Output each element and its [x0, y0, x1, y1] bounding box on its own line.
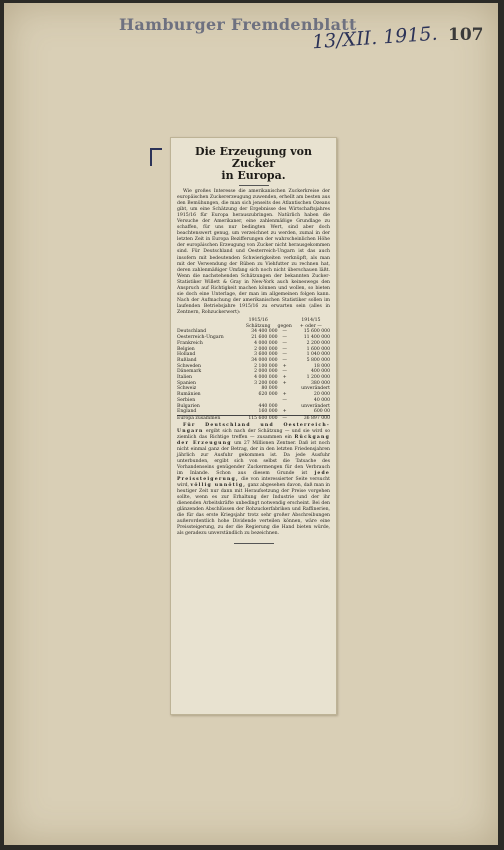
cell-total-value: 115 600 000 — [239, 415, 278, 421]
conclusion-text-1: ergibt sich nach der Schätzung — und sie wird so ziemlich das Richtige treffen — zusammen ein — [177, 428, 330, 440]
cell-value: 80 000 — [261, 386, 278, 392]
cell-country: Rumänien — [177, 392, 201, 398]
cell-value: 2 000 000 — [254, 369, 278, 375]
cell-change: 1 200 000 — [306, 375, 330, 381]
cell-country: England — [177, 409, 197, 415]
cell-sign: — — [282, 346, 287, 352]
cell-country: Bulgarien — [177, 403, 200, 409]
cell-sign: — — [282, 357, 287, 363]
col-year-new: 1915/16 — [248, 317, 268, 323]
article-title — [177, 146, 330, 182]
cell-country: Schweden — [177, 363, 201, 369]
handwritten-date: 13/XII. 1915. — [311, 22, 439, 54]
cell-total-sign: — — [278, 415, 292, 421]
cell-country: Deutschland — [177, 329, 207, 335]
cell-change: unverändert — [301, 403, 330, 409]
cell-change: 1 600 000 — [306, 346, 330, 352]
cell-change: 11 400 000 — [303, 335, 330, 341]
newspaper-source: Hamburger Fremdenblatt — [119, 15, 357, 34]
cell-sign: — — [282, 340, 287, 346]
page-number: 107 — [448, 25, 484, 45]
cell-country: Italien — [177, 375, 193, 381]
cell-sign: — — [282, 335, 287, 341]
cell-value: 3 200 000 — [254, 380, 278, 386]
cell-sign: + — [282, 375, 287, 381]
cell-country: Oesterreich-Ungarn — [177, 335, 224, 341]
cell-change: 18 000 — [313, 363, 330, 369]
cell-change: 1 040 000 — [306, 352, 330, 358]
emphasis-price-increase: jede Preissteigerung, — [177, 471, 331, 483]
cell-change: 40 000 — [313, 397, 330, 403]
conclusion-text-3: die von interessierter Seite versucht wird, — [177, 477, 330, 489]
col-estimate: Schätzung — [245, 323, 271, 329]
cell-country: Serbien — [177, 397, 196, 403]
cell-change: 20 000 — [313, 392, 330, 398]
article-intro-paragraph: Wie großes Interesse die amerikanischen Zuckerkreise der europäischen Zuckererzeugung zuwenden, erhellt am besten aus den Bemühungen, die man sich jenseits des Atlantischen Ozeans gibt, um eine Schätzung der Ergebnisse des Wirtschaftsjahres 1915/16 für Europa herauszubringen. Natürlich haben die Versuche der Amerikaner, eine zahlenmäßige Grundlage zu schaffen, für uns nur bedingten Wert, sind aber doch beachtenswert genug, um verzeichnet zu werden, zumal in der letzten Zeit in Europa Bezifferungen der wahrscheinlichen Höhe der europäischen Erzeugung von Zucker nicht herausgekommen sind. Für Deutschland und Oesterreich-Ungarn ist das auch insofern mit bedeutenden Schwierigkeiten verknüpft, als man mit der Verwendung der Rüben zu Viehfutter zu rechnen hat, deren zahlenmäßiger Umfang sich noch nicht überschauen läßt. Wenn die nachstehenden Schätzungen der bekannten Zucker-Statistiker Willett & Gray in New-York auch keineswegs den Anspruch auf Richtigkeit machen können und wollen, so bieten sie doch eine Unterlage, der man im allgemeinen folgen kann. Nach der Aufmachung der amerikanischen Statistiker sollen im laufenden Betriebsjahre 1915/16 zu erwarten sein (alles in Zentnern, Rohzuckerwert): — [177, 189, 330, 315]
emphasis-unnecessary: völlig unnötig, — [190, 483, 247, 489]
cell-sign: — — [282, 352, 287, 358]
title-divider — [239, 185, 269, 186]
cell-change: 400 000 — [311, 369, 330, 375]
emphasis-decline: Rückgang der Erzeugung — [177, 434, 330, 446]
col-change: + oder — — [299, 323, 322, 329]
cell-total-change: 36 897 000 — [292, 415, 330, 421]
cell-total-label: Europa zusammen — [177, 415, 239, 421]
table-row — [177, 335, 330, 341]
table-row — [177, 341, 330, 347]
cell-change: unverändert — [301, 386, 330, 392]
article-title-line1: Die Erzeugung von Zucker — [195, 145, 312, 170]
cell-change: 5 800 000 — [306, 357, 330, 363]
cell-change: 2 200 000 — [306, 340, 330, 346]
emphasis-countries: Für Deutschland und Oesterreich-Ungarn — [177, 422, 330, 434]
cell-country: Dänemark — [177, 369, 202, 375]
cell-country: Belgien — [177, 346, 195, 352]
conclusion-text-2: um 27 Millionen Zentner. Daß ist noch nicht einmal ganz der Betrag, der in den letzten Friedensjahren jährlich zur Ausfuhr gekommen ist. Da jede Ausfuhr unterbunden, ergibt sich von selbst die Tatsache des Vorhandenseins genügender Zuckermengen für den Verbrauch im Inlande. Schon aus diesem Grunde ist — [177, 440, 330, 477]
cell-country: Schweiz — [177, 386, 197, 392]
cell-sign: + — [282, 363, 287, 369]
pencil-bracket-mark — [150, 148, 162, 166]
cell-sign: — — [282, 329, 287, 335]
cell-change: 15 600 000 — [303, 329, 330, 335]
cell-value: 21 600 000 — [251, 335, 278, 341]
table-total-row — [177, 415, 330, 421]
col-year-old: 1914/15 — [301, 317, 321, 323]
cell-country: Spanien — [177, 380, 196, 386]
cell-value: 34 000 000 — [251, 357, 278, 363]
cell-change: 600 00 — [313, 409, 330, 415]
cell-sign: + — [282, 409, 287, 415]
cell-value: 2 000 000 — [254, 346, 278, 352]
sugar-production-table — [177, 318, 330, 422]
cell-value: 440 000 — [258, 403, 278, 409]
cell-value: 2 100 000 — [254, 363, 278, 369]
cell-value: 620 000 — [258, 392, 278, 398]
cell-value: 160 000 — [258, 409, 278, 415]
article-end-divider — [234, 543, 274, 544]
cell-country: Frankreich — [177, 340, 203, 346]
cell-sign: + — [282, 392, 287, 398]
archive-sheet — [4, 3, 498, 845]
cell-value: 3 600 000 — [254, 352, 278, 358]
cell-change: 380 000 — [311, 380, 330, 386]
article-title-line2: in Europa. — [221, 169, 286, 182]
cell-value: 4 000 000 — [254, 375, 278, 381]
newspaper-clipping — [170, 137, 337, 715]
cell-sign: + — [282, 380, 287, 386]
cell-country: Rußland — [177, 357, 197, 363]
cell-sign: — — [282, 397, 287, 403]
cell-value: 34 400 000 — [251, 329, 278, 335]
cell-country: Holland — [177, 352, 196, 358]
col-versus: gegen — [277, 323, 292, 329]
cell-value: 4 000 000 — [254, 340, 278, 346]
conclusion-text-4: ganz abgesehen davon, daß man in heutiger Zeit nur dann mit Heraufsetzung der Preise vorgehen sollte, wenn es zur Erhaltung der Industrie und der ihr dienenden Arbeitskräfte unbedingt notwendig erscheint. Bei den glänzenden Abschlüssen der Rohzuckerfabriken und Raffinerien, die für das erste Kriegsjahr trotz sehr großer Abschreibungen außerordentlich hohe Dividende verteilen können, wäre eine Preissteigerung, zu der die Regierung die Hand bieten würde, als geradezu unverständlich zu bezeichnen. — [177, 483, 330, 537]
article-conclusion-paragraph — [177, 423, 330, 538]
cell-sign: — — [282, 369, 287, 375]
